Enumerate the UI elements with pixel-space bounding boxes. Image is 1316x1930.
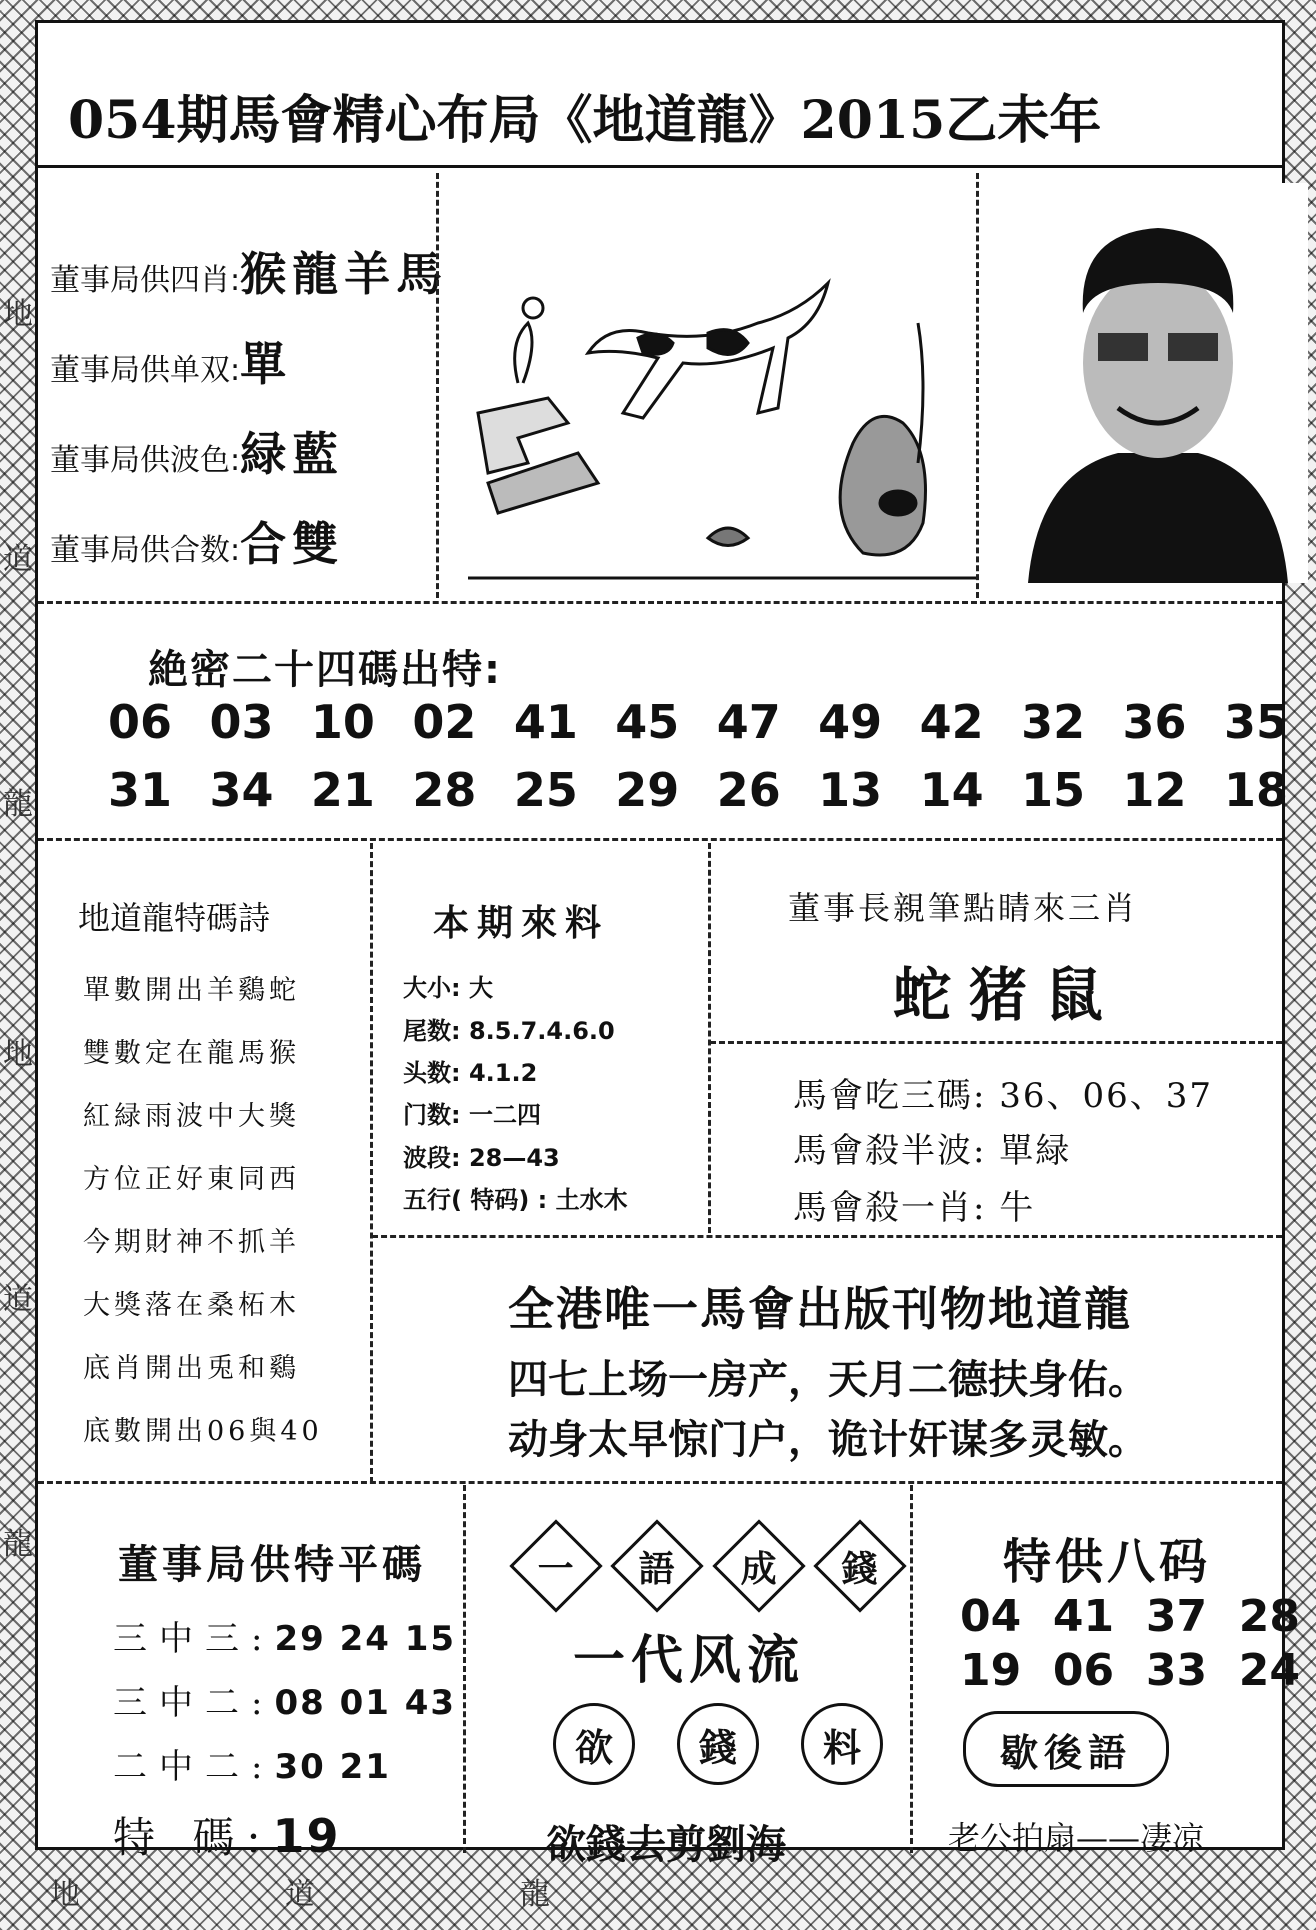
poem-line: 紅緑雨波中大獎 <box>83 1101 300 1132</box>
flat-line <box>113 1805 341 1865</box>
secret-number: 49 <box>818 695 883 749</box>
secret-number: 28 <box>412 763 477 817</box>
secret-number: 45 <box>615 695 680 749</box>
eight-number: 06 <box>1052 1645 1115 1696</box>
content-frame <box>35 20 1300 1868</box>
poem-line: 今期財神不抓羊 <box>83 1227 300 1258</box>
divider <box>38 601 1282 604</box>
idiom-diamond <box>712 1519 805 1612</box>
board-row <box>50 418 344 484</box>
material-line: 五行( 特码) : 土水木 <box>403 1186 628 1214</box>
secret-number: 14 <box>919 763 984 817</box>
eight-number: 19 <box>960 1645 1022 1696</box>
material-title: 本期來料 <box>433 902 610 944</box>
idiom-circle-char: 錢 <box>698 1724 737 1770</box>
poem-title: 地道龍特碼詩 <box>78 899 271 937</box>
watermark-char: 地 <box>50 1877 80 1912</box>
idiom-diamond-char: 錢 <box>841 1547 878 1590</box>
secret-number: 10 <box>310 695 375 749</box>
secret-number: 13 <box>818 763 883 817</box>
board-row-label: 董事局供四肖: <box>50 263 241 298</box>
xiehouyu-badge <box>963 1711 1169 1787</box>
secret-title: 絶密二十四碼出特: <box>148 647 502 693</box>
poem-line: 單數開出羊鷄蛇 <box>83 975 300 1006</box>
secret-number: 35 <box>1223 695 1288 749</box>
secret-number: 29 <box>615 763 680 817</box>
flat-numbers: 29 24 15 <box>274 1619 457 1659</box>
idiom-diamond-char: 成 <box>740 1547 777 1590</box>
material-line: 尾数: 8.5.7.4.6.0 <box>403 1017 615 1045</box>
watermark-char: 道 <box>3 542 33 577</box>
board-row-value: 單 <box>240 337 293 391</box>
flat-numbers: 19 <box>272 1809 341 1863</box>
kill-line: 馬會殺一肖: 牛 <box>793 1188 1036 1228</box>
eight-number: 04 <box>960 1591 1022 1642</box>
secret-number: 06 <box>108 695 173 749</box>
material-line: 波段: 28—43 <box>403 1144 560 1172</box>
divider <box>372 1235 1282 1238</box>
secret-number: 21 <box>310 763 375 817</box>
idiom-circle <box>553 1703 635 1785</box>
divider <box>708 843 711 1233</box>
idiom-answer: 欲錢去剪劉海 <box>546 1821 786 1868</box>
secret-numbers-row <box>108 695 1288 749</box>
idiom-circle-char: 欲 <box>574 1724 613 1770</box>
secret-number: 32 <box>1021 695 1086 749</box>
secret-number: 02 <box>412 695 477 749</box>
board-row <box>50 508 344 574</box>
idiom-diamond-char: 語 <box>639 1547 676 1590</box>
idiom-diamond <box>509 1519 602 1612</box>
watermark-char: 龍 <box>520 1877 550 1912</box>
board-row-label: 董事局供波色: <box>50 443 241 478</box>
flat-numbers: 08 01 43 <box>274 1683 457 1723</box>
publication-headline: 全港唯一馬會出版刊物地道龍 <box>508 1282 1132 1336</box>
watermark-char: 道 <box>3 1282 33 1317</box>
material-line: 大小: 大 <box>403 974 493 1002</box>
board-row-label: 董事局供单双: <box>50 353 241 388</box>
poem-line: 底數開出06與40 <box>83 1416 323 1447</box>
idiom-circle <box>677 1703 759 1785</box>
page-title: 054期馬會精心布局《地道龍》2015乙未年 <box>68 90 1102 151</box>
secret-number: 12 <box>1122 763 1187 817</box>
board-row <box>50 328 292 394</box>
flat-label: 三中二: <box>113 1683 275 1723</box>
material-line: 门数: 一二四 <box>403 1101 541 1129</box>
eight-number: 28 <box>1238 1591 1300 1642</box>
idiom-phrase: 一代风流 <box>573 1630 806 1691</box>
flat-label: 三中三: <box>113 1619 275 1659</box>
idiom-diamond <box>813 1519 906 1612</box>
idiom-circles <box>553 1703 883 1785</box>
idiom-diamond-char: 一 <box>537 1547 575 1590</box>
eight-number: 41 <box>1052 1591 1115 1642</box>
watermark-char: 道 <box>285 1877 315 1912</box>
chairman-title: 董事長親筆點睛來三肖 <box>788 889 1139 927</box>
divider <box>38 838 1282 841</box>
flat-line <box>113 1675 456 1724</box>
secret-number: 34 <box>209 763 274 817</box>
divider <box>436 173 439 598</box>
flat-numbers: 30 21 <box>274 1747 391 1787</box>
portrait-photo <box>1008 183 1308 583</box>
flat-line <box>113 1739 391 1788</box>
flat-label: 二中二: <box>113 1747 275 1787</box>
divider <box>976 173 979 598</box>
board-row-label: 董事局供合数: <box>50 533 241 568</box>
secret-number: 42 <box>919 695 984 749</box>
title-divider <box>38 165 1282 168</box>
xiehouyu-label: 歇後語 <box>999 1729 1132 1775</box>
eight-number: 24 <box>1238 1645 1300 1696</box>
verse-line: 动身太早惊门户，诡计奸谋多灵敏。 <box>508 1417 1148 1463</box>
secret-numbers-row <box>108 763 1288 817</box>
watermark-char: 龍 <box>3 787 33 822</box>
flat-title: 董事局供特平碼 <box>118 1541 426 1588</box>
board-row-value: 緑藍 <box>240 427 345 481</box>
poem-line: 大獎落在桑柘木 <box>83 1290 300 1321</box>
eight-numbers-row <box>960 1591 1300 1642</box>
board-row-value: 合雙 <box>240 517 345 571</box>
divider <box>463 1485 466 1853</box>
verse-line: 四七上场一房产，天月二德扶身佑。 <box>508 1357 1148 1403</box>
watermark-char: 地 <box>3 1037 33 1072</box>
secret-number: 47 <box>716 695 781 749</box>
secret-number: 36 <box>1122 695 1187 749</box>
flat-line <box>113 1611 456 1660</box>
secret-number: 25 <box>513 763 578 817</box>
secret-number: 41 <box>513 695 578 749</box>
divider <box>370 843 373 1483</box>
divider <box>910 1485 913 1853</box>
kill-line: 馬會殺半波: 單緑 <box>793 1131 1072 1171</box>
eight-title: 特供八码 <box>1003 1534 1212 1590</box>
idiom-diamond <box>611 1519 704 1612</box>
idiom-circle-char: 料 <box>822 1724 861 1770</box>
board-row-value: 猴龍羊馬 <box>240 247 449 301</box>
poem-line: 底肖開出兎和鷄 <box>83 1353 300 1384</box>
secret-number: 26 <box>716 763 781 817</box>
eight-number: 33 <box>1145 1645 1208 1696</box>
material-line: 头数: 4.1.2 <box>403 1059 538 1087</box>
idiom-circle <box>801 1703 883 1785</box>
secret-number: 31 <box>108 763 173 817</box>
eight-numbers-row <box>960 1645 1300 1696</box>
poem-line: 方位正好東同西 <box>83 1164 300 1195</box>
board-row <box>50 238 448 304</box>
poem-line: 雙數定在龍馬猴 <box>83 1038 300 1069</box>
watermark-char: 龍 <box>3 1527 33 1562</box>
xiehouyu-riddle: 老公拍扇——凄凉 <box>948 1819 1205 1857</box>
divider <box>710 1041 1282 1044</box>
watermark-char: 地 <box>3 297 33 332</box>
dog-illustration <box>458 183 998 583</box>
chairman-zodiac: 蛇猪鼠 <box>893 961 1122 1029</box>
flat-label: 特 碼: <box>113 1813 273 1862</box>
idiom-diamonds <box>523 1523 893 1603</box>
kill-line: 馬會吃三碼: 36、06、37 <box>793 1076 1214 1116</box>
secret-number: 15 <box>1021 763 1086 817</box>
divider <box>38 1481 1282 1484</box>
secret-number: 18 <box>1223 763 1288 817</box>
eight-number: 37 <box>1145 1591 1208 1642</box>
secret-number: 03 <box>209 695 274 749</box>
